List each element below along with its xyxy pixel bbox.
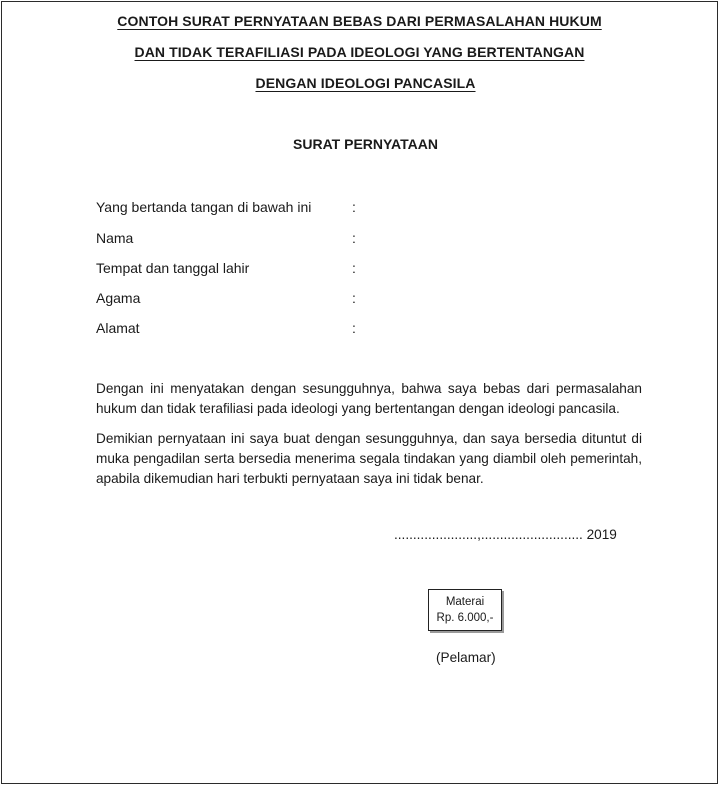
closing-paragraph: Demikian pernyataan ini saya buat dengan sesungguhnya, dan saya bersedia dituntut di muka pengadilan serta bersedia menerima segala tindakan yang diambil oleh pemerintah, apabila dikemudian hari terbukti pernyataan saya ini tidak benar. <box>96 431 642 486</box>
title-line-3-text: DENGAN IDEOLOGI PANCASILA <box>255 75 476 91</box>
stamp-amount: Rp. 6.000,- <box>436 612 494 624</box>
field-label: Alamat <box>96 320 140 336</box>
field-row-birth <box>96 259 356 277</box>
place-date-line: ......................,........................... 2019 <box>394 527 617 542</box>
document-page <box>1 1 718 784</box>
title-line-2-text: DAN TIDAK TERAFILIASI PADA IDEOLOGI YANG BERTENTANGAN <box>134 44 585 60</box>
stamp-duty-box <box>428 589 502 631</box>
field-row-address <box>96 319 356 337</box>
statement-paragraph: Dengan ini menyatakan dengan sesungguhnya, bahwa saya bebas dari permasalahan hukum dan tidak terafiliasi pada ideologi yang bertentangan dengan ideologi pancasila. <box>96 381 642 416</box>
title-line-1 <box>2 13 717 29</box>
field-label: Agama <box>96 290 141 306</box>
field-row-signer <box>96 198 356 216</box>
document-subtitle: SURAT PERNYATAAN <box>293 136 438 152</box>
field-colon: : <box>352 290 356 306</box>
title-line-3 <box>2 75 717 91</box>
field-colon: : <box>352 230 356 246</box>
field-colon: : <box>352 199 356 215</box>
signer-label: (Pelamar) <box>436 650 496 665</box>
stamp-label: Materai <box>445 596 485 608</box>
field-colon: : <box>352 260 356 276</box>
title-line-2 <box>2 44 717 60</box>
title-line-1-text: CONTOH SURAT PERNYATAAN BEBAS DARI PERMASALAHAN HUKUM <box>117 13 602 29</box>
field-label: Yang bertanda tangan di bawah ini <box>96 199 312 215</box>
field-row-religion <box>96 289 356 307</box>
field-colon: : <box>352 320 356 336</box>
field-row-name <box>96 229 356 247</box>
field-label: Nama <box>96 230 134 246</box>
field-label: Tempat dan tanggal lahir <box>96 260 250 276</box>
